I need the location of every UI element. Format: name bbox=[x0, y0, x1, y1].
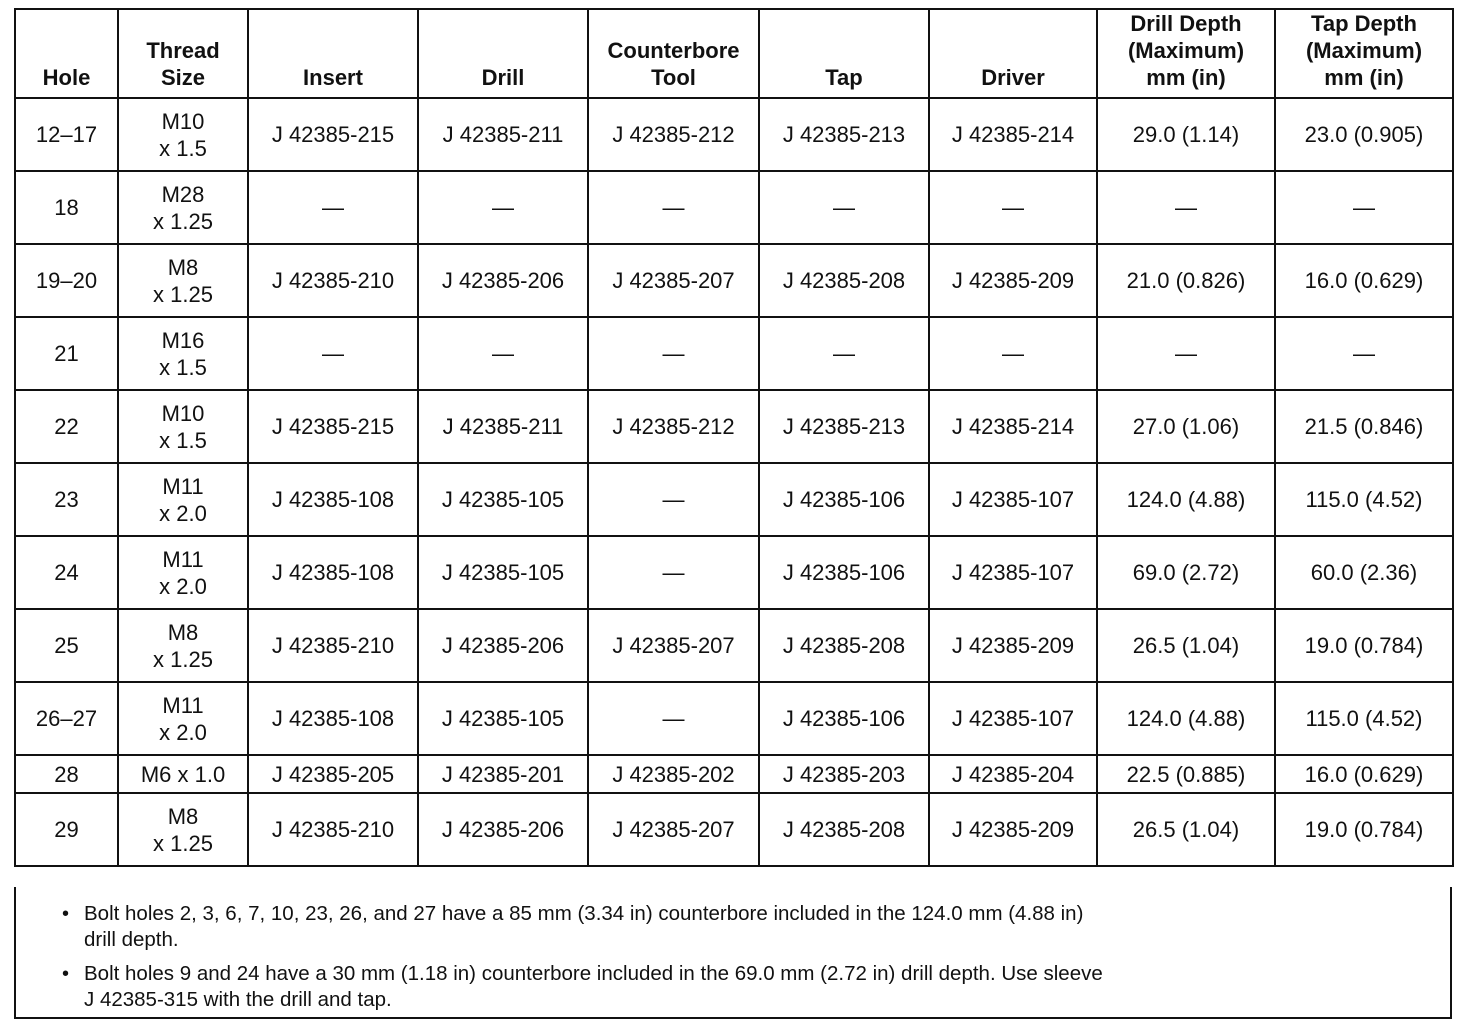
cell-drill-depth: 27.0 (1.06) bbox=[1097, 390, 1275, 463]
header-tap-depth bbox=[1275, 9, 1453, 98]
cell-drill: J 42385-206 bbox=[418, 244, 588, 317]
cell-tap-depth: — bbox=[1275, 317, 1453, 390]
cell-drill-depth: 21.0 (0.826) bbox=[1097, 244, 1275, 317]
cell-thread bbox=[118, 171, 248, 244]
cell-tap-depth: 60.0 (2.36) bbox=[1275, 536, 1453, 609]
cell-counterbore: J 42385-207 bbox=[588, 609, 759, 682]
table-row bbox=[15, 536, 1453, 609]
cell-tap: J 42385-106 bbox=[759, 463, 929, 536]
header-line: Tap bbox=[825, 65, 863, 90]
cell-drill: J 42385-105 bbox=[418, 536, 588, 609]
cell-insert: J 42385-108 bbox=[248, 536, 418, 609]
cell-drill-depth: 22.5 (0.885) bbox=[1097, 755, 1275, 793]
cell-drill: J 42385-211 bbox=[418, 390, 588, 463]
cell-insert: — bbox=[248, 171, 418, 244]
thread-line: M11 bbox=[162, 473, 204, 499]
cell-drill: J 42385-105 bbox=[418, 682, 588, 755]
cell-insert: J 42385-215 bbox=[248, 390, 418, 463]
thread-line: M6 x 1.0 bbox=[140, 761, 226, 787]
header-line: Thread bbox=[146, 38, 220, 63]
table-body bbox=[15, 98, 1453, 866]
thread-line: M16 bbox=[161, 327, 205, 353]
thread-line: M8 bbox=[167, 619, 199, 645]
cell-counterbore: J 42385-207 bbox=[588, 244, 759, 317]
cell-driver: J 42385-209 bbox=[929, 793, 1097, 866]
thread-line: M28 bbox=[161, 181, 205, 207]
cell-insert: J 42385-108 bbox=[248, 682, 418, 755]
cell-thread bbox=[118, 536, 248, 609]
cell-counterbore: — bbox=[588, 536, 759, 609]
thread-line: x 2.0 bbox=[159, 500, 207, 526]
header-line: Driver bbox=[981, 65, 1045, 90]
cell-thread bbox=[118, 755, 248, 793]
cell-drill-depth: 26.5 (1.04) bbox=[1097, 793, 1275, 866]
header-driver bbox=[929, 9, 1097, 98]
cell-tap-depth: — bbox=[1275, 171, 1453, 244]
thread-line: M8 bbox=[167, 803, 199, 829]
cell-counterbore: — bbox=[588, 171, 759, 244]
cell-counterbore: — bbox=[588, 682, 759, 755]
table-row bbox=[15, 609, 1453, 682]
cell-insert: J 42385-210 bbox=[248, 609, 418, 682]
cell-drill: J 42385-206 bbox=[418, 609, 588, 682]
thread-line: x 1.25 bbox=[153, 208, 213, 234]
cell-drill-depth: 26.5 (1.04) bbox=[1097, 609, 1275, 682]
cell-driver: J 42385-209 bbox=[929, 609, 1097, 682]
tool-spec-table bbox=[14, 8, 1454, 867]
cell-tap-depth: 21.5 (0.846) bbox=[1275, 390, 1453, 463]
table-row bbox=[15, 463, 1453, 536]
note-line: Bolt holes 9 and 24 have a 30 mm (1.18 in) counterbore included in the 69.0 mm (2.72 in) drill depth. Use sleeve bbox=[84, 962, 1103, 985]
cell-drill: — bbox=[418, 171, 588, 244]
header-line: (Maximum) bbox=[1305, 38, 1423, 63]
thread-line: x 1.5 bbox=[159, 354, 207, 380]
note-item bbox=[62, 901, 1384, 953]
cell-tap: J 42385-208 bbox=[759, 244, 929, 317]
cell-driver: J 42385-107 bbox=[929, 463, 1097, 536]
cell-drill-depth: 69.0 (2.72) bbox=[1097, 536, 1275, 609]
thread-line: M11 bbox=[162, 546, 204, 572]
cell-tap: J 42385-106 bbox=[759, 536, 929, 609]
cell-drill: J 42385-211 bbox=[418, 98, 588, 171]
cell-drill: J 42385-206 bbox=[418, 793, 588, 866]
cell-hole: 24 bbox=[15, 536, 118, 609]
header-row bbox=[15, 9, 1453, 98]
cell-drill-depth: 29.0 (1.14) bbox=[1097, 98, 1275, 171]
table-row bbox=[15, 390, 1453, 463]
cell-drill-depth: 124.0 (4.88) bbox=[1097, 682, 1275, 755]
thread-line: M11 bbox=[162, 692, 204, 718]
header-line: Drill bbox=[481, 65, 525, 90]
cell-tap-depth: 115.0 (4.52) bbox=[1275, 682, 1453, 755]
cell-drill-depth: — bbox=[1097, 171, 1275, 244]
cell-tap-depth: 16.0 (0.629) bbox=[1275, 244, 1453, 317]
cell-thread bbox=[118, 682, 248, 755]
thread-line: x 1.25 bbox=[153, 281, 213, 307]
cell-thread bbox=[118, 244, 248, 317]
cell-counterbore: J 42385-202 bbox=[588, 755, 759, 793]
table-row bbox=[15, 755, 1453, 793]
header-line: Tool bbox=[651, 65, 696, 90]
cell-drill-depth: — bbox=[1097, 317, 1275, 390]
header-line: Hole bbox=[42, 65, 91, 90]
header-counterbore-tool bbox=[588, 9, 759, 98]
cell-tap: — bbox=[759, 171, 929, 244]
cell-thread bbox=[118, 609, 248, 682]
header-line: Counterbore bbox=[607, 38, 740, 63]
cell-insert: J 42385-205 bbox=[248, 755, 418, 793]
cell-insert: J 42385-215 bbox=[248, 98, 418, 171]
notes-box bbox=[14, 887, 1452, 1019]
note-line: Bolt holes 2, 3, 6, 7, 10, 23, 26, and 27 have a 85 mm (3.34 in) counterbore included in the 124.0 mm (4.88 in) bbox=[84, 902, 1084, 925]
table-row bbox=[15, 98, 1453, 171]
cell-hole: 12–17 bbox=[15, 98, 118, 171]
cell-tap-depth: 19.0 (0.784) bbox=[1275, 793, 1453, 866]
cell-drill: J 42385-105 bbox=[418, 463, 588, 536]
cell-drill: J 42385-201 bbox=[418, 755, 588, 793]
cell-hole: 25 bbox=[15, 609, 118, 682]
bullet-icon: • bbox=[62, 963, 70, 985]
header-line: Insert bbox=[303, 65, 363, 90]
thread-line: x 1.25 bbox=[153, 830, 213, 856]
cell-hole: 18 bbox=[15, 171, 118, 244]
header-hole bbox=[15, 9, 118, 98]
header-line: mm (in) bbox=[1146, 65, 1226, 90]
thread-line: x 1.5 bbox=[159, 427, 207, 453]
cell-insert: J 42385-210 bbox=[248, 244, 418, 317]
cell-drill-depth: 124.0 (4.88) bbox=[1097, 463, 1275, 536]
note-line: J 42385-315 with the drill and tap. bbox=[84, 988, 392, 1011]
thread-line: x 1.25 bbox=[153, 646, 213, 672]
cell-thread bbox=[118, 317, 248, 390]
cell-driver: J 42385-209 bbox=[929, 244, 1097, 317]
table-row bbox=[15, 317, 1453, 390]
header-line: (Maximum) bbox=[1127, 38, 1245, 63]
cell-tap: J 42385-208 bbox=[759, 609, 929, 682]
cell-tap: J 42385-213 bbox=[759, 98, 929, 171]
thread-line: x 2.0 bbox=[159, 719, 207, 745]
cell-insert: J 42385-108 bbox=[248, 463, 418, 536]
header-drill bbox=[418, 9, 588, 98]
cell-driver: J 42385-214 bbox=[929, 98, 1097, 171]
cell-hole: 29 bbox=[15, 793, 118, 866]
cell-driver: — bbox=[929, 171, 1097, 244]
cell-thread bbox=[118, 793, 248, 866]
cell-counterbore: J 42385-212 bbox=[588, 98, 759, 171]
header-line: Tap Depth bbox=[1311, 11, 1417, 36]
thread-line: x 1.5 bbox=[159, 135, 207, 161]
thread-line: M10 bbox=[161, 400, 205, 426]
header-tap bbox=[759, 9, 929, 98]
header-insert bbox=[248, 9, 418, 98]
table-row bbox=[15, 171, 1453, 244]
cell-driver: J 42385-107 bbox=[929, 682, 1097, 755]
cell-hole: 22 bbox=[15, 390, 118, 463]
cell-hole: 19–20 bbox=[15, 244, 118, 317]
thread-line: x 2.0 bbox=[159, 573, 207, 599]
table-row bbox=[15, 793, 1453, 866]
header-line: Drill Depth bbox=[1130, 11, 1242, 36]
cell-tap-depth: 16.0 (0.629) bbox=[1275, 755, 1453, 793]
cell-tap: J 42385-213 bbox=[759, 390, 929, 463]
note-item bbox=[62, 961, 1384, 1013]
cell-hole: 26–27 bbox=[15, 682, 118, 755]
cell-tap: J 42385-203 bbox=[759, 755, 929, 793]
cell-thread bbox=[118, 390, 248, 463]
cell-tap: J 42385-208 bbox=[759, 793, 929, 866]
note-line: drill depth. bbox=[84, 928, 179, 951]
table-row bbox=[15, 244, 1453, 317]
cell-counterbore: — bbox=[588, 317, 759, 390]
thread-line: M8 bbox=[167, 254, 199, 280]
cell-hole: 21 bbox=[15, 317, 118, 390]
cell-driver: J 42385-214 bbox=[929, 390, 1097, 463]
cell-tap: J 42385-106 bbox=[759, 682, 929, 755]
cell-driver: — bbox=[929, 317, 1097, 390]
header-thread-size bbox=[118, 9, 248, 98]
cell-tap-depth: 23.0 (0.905) bbox=[1275, 98, 1453, 171]
header-drill-depth bbox=[1097, 9, 1275, 98]
cell-tap: — bbox=[759, 317, 929, 390]
cell-thread bbox=[118, 463, 248, 536]
cell-drill: — bbox=[418, 317, 588, 390]
header-line: Size bbox=[160, 65, 206, 90]
thread-line: M10 bbox=[161, 108, 205, 134]
cell-insert: J 42385-210 bbox=[248, 793, 418, 866]
bullet-icon: • bbox=[62, 903, 70, 925]
cell-tap-depth: 19.0 (0.784) bbox=[1275, 609, 1453, 682]
cell-counterbore: J 42385-207 bbox=[588, 793, 759, 866]
table-row bbox=[15, 682, 1453, 755]
cell-driver: J 42385-204 bbox=[929, 755, 1097, 793]
cell-hole: 23 bbox=[15, 463, 118, 536]
header-line: mm (in) bbox=[1324, 65, 1404, 90]
cell-thread bbox=[118, 98, 248, 171]
cell-insert: — bbox=[248, 317, 418, 390]
cell-tap-depth: 115.0 (4.52) bbox=[1275, 463, 1453, 536]
cell-counterbore: — bbox=[588, 463, 759, 536]
cell-hole: 28 bbox=[15, 755, 118, 793]
cell-counterbore: J 42385-212 bbox=[588, 390, 759, 463]
cell-driver: J 42385-107 bbox=[929, 536, 1097, 609]
